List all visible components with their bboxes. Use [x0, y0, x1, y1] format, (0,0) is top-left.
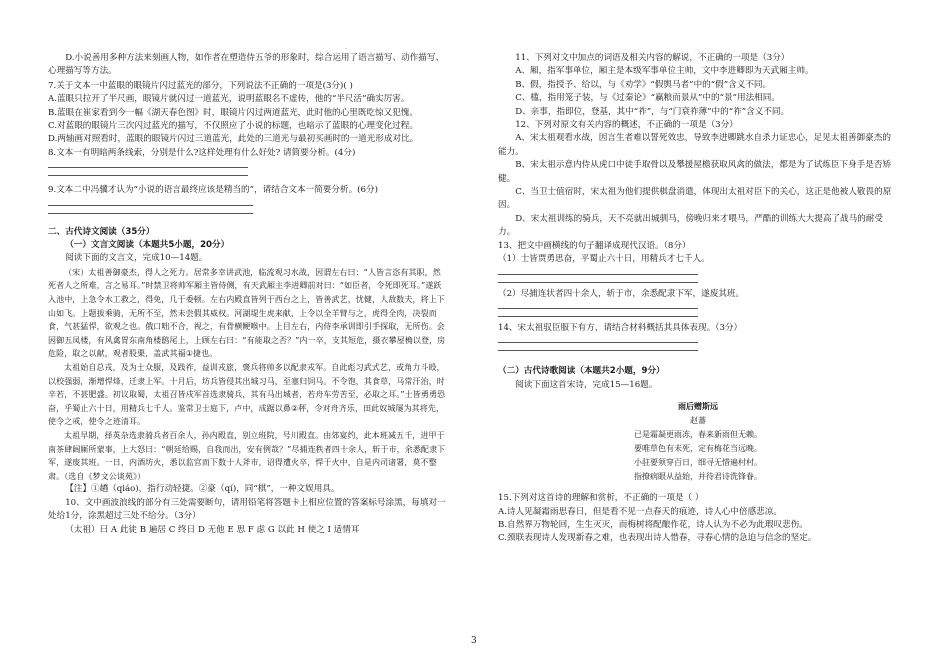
passage-paragraph: （宋）太祖善御豪杰，得人之死力。居常多幸讲武池，临流观习水战，因谓左右曰：“人皆言恣有其职，然死者人之所难，言之易耳。”时禁卫将帅军厢主皆侍侧，有天武厢主李进卿前对曰：“如臣者，令死即死耳。”遂跃入池中，上急令水工救之，得免，几于委顿。左右内殿直皆列于西台之上，皆善武艺，忧健，人敌数夫，将上下山如飞。上题拔乘骑，无所不至，然未尝假其威权。河湖堤生虎来献，上令以全羊臂与之，虎得全肉，决裂而食，气甚猛悍，欲观之也。俄口咄不合，视之，有骨横鲠喉中。上目左右，内侍李承训即引手探取，无所伤。会因御五凤楼，有风禽胃东南角楼鸱尾上，上顾左右曰：“有能取之否？”内一卒，支其短危，摄衣攀屋桷以登，房危险，取之以献，观者股栗，盖武其福①捷也。	[48, 267, 446, 359]
q12-option-d: D、宋太祖训练的骑兵，天不亮就出城驯马，傍晚归来才喂马，严酷的训练大大提高了战马的耐受力。	[498, 213, 884, 238]
q12-option-b: B、宋太祖示意内侍从虎口中徒手取骨以及攀援屋檐获取风禽的做法，都是为了试炼臣下身手是否矫健。	[498, 160, 892, 184]
q13-sentence-2: （2）尽捕连状者四十余人，斩于市，余悉配隶下军，遂废其班。	[498, 288, 745, 299]
poem-line: 小驻要须穿百日，细寻无惜遍村村。	[634, 458, 762, 468]
answer-line	[498, 316, 698, 317]
q13-sentence-1: （1）士皆贾勇思奋，平蜀止六十日，用精兵才七千人。	[498, 254, 710, 265]
answer-line	[498, 350, 698, 351]
q10-sentence: （太祖）曰 A 此徒 B 遍居 C 终日 D 无他 E 思 F 虑 G 以此 H 使之 I 适情耳	[65, 524, 360, 535]
poem-author: 赵蕃	[690, 416, 706, 426]
q12-option-a: A、宋太祖观看水战，因言生者难以誓死效忠，导致李进卿跳水自杀力证忠心，足见太祖善御豪杰的能力。	[498, 133, 891, 157]
q8-stem: 8.文本一有明暗两条线索，分别是什么?这样处理有什么好处? 请简要分析。(4分)	[48, 147, 356, 158]
subsection-title: （二）古代诗歌阅读（本题共2小题，9分）	[498, 366, 665, 377]
q11-stem: 11、下列对文中加点的词语及相关内容的解说，不正确的一项是（3分）	[515, 53, 790, 63]
q11-option-d: D、亲事，指即位，登基，其中“祚”，与“门衰祚薄”中的“祚”含义不同。	[515, 106, 790, 117]
poem	[498, 400, 898, 484]
q7-option-a: A.蓝眼只拉开了半尺画，眼镜片就闪过一道蓝光，说明蓝眼名不虚传，他的“半尺活”确实厉害。	[48, 94, 410, 105]
q11-option-b: B、假，指授予、给以，与《劝学》“假舆马者”中的“假”含义不同。	[515, 79, 772, 90]
section-title: 二、古代诗文阅读（35分）	[48, 226, 155, 237]
right-column	[498, 52, 898, 546]
q13-stem: 13、把文中画横线的句子翻译成现代汉语。（8分）	[498, 240, 691, 251]
q7-stem: 7.关于文本一中蓝眼的眼镜片闪过蓝光的部分，下列说法不正确的一项是(3分)( )	[48, 80, 353, 91]
q7-option-d: D.两轴画对照看时，蓝眼的眼镜片闪过三道蓝光，此处的三道光与最初买画时的一道光形成对比。	[48, 134, 419, 145]
q7-option-b: B.蓝眼在崔家看到今一幅《湖天春色图》时，眼镜片闪过两道蓝光，此时他的心里既吃惊又犯愧。	[48, 107, 418, 118]
page-number: 3	[471, 636, 477, 646]
q9-stem: 9.文本二中冯骥才认为“小说的语言最终应该是精当的”，请结合文本一简要分析。(6分)	[48, 185, 378, 196]
poem-title: 雨后赠斯远	[678, 402, 718, 412]
passage-note: 【注】①趫（qiáo)，指行动轻捷。②豪（qí)，同“棋”，一种文娱用具。	[65, 484, 340, 495]
answer-line	[498, 282, 698, 283]
poem-line: 已是霜凝更雨冻，春来新雨但无赖。	[634, 430, 762, 440]
answer-line	[48, 175, 248, 176]
poem-instruction: 阅读下面这首宋诗，完成15—16题。	[515, 379, 658, 390]
passage-paragraph: 太祖早期，择英杂选隶骑兵者百余人，孙内殿直，别立班院，号川殿直。由郊宴约，此本班减五千，进甲于南茶肆阔厮所蒙事，上大怒曰：“朝廷给赐，自我而出，安有例哉？”尽捕连秩者四十余人，斩于市，余悉配隶下军，遂废其班。一日，内酒坊火，悉以监官而下数十人斧市，诏得遭火卒，悍于火中，自是内司诸署，莫不整肃。（选自《梦文公谈苑》）	[48, 431, 446, 481]
q11-option-c: C、槛，指用笼子装，与《过秦论》“赢粮而景从”中的“景”用法相同。	[515, 93, 780, 104]
poem-line: 指撩病眼从益始，并待君诗洗锋眷。	[634, 472, 762, 482]
q12-stem: 12、下列对原文有关内容的概述，不正确的一项是（3分）	[515, 120, 738, 131]
reading-instruction: 阅读下面的文言文，完成10—14题。	[65, 253, 208, 264]
q15-stem: 15.下列对这首诗的理解和赏析，不正确的一项是（ ）	[498, 493, 704, 504]
stray-mark: ·	[345, 46, 347, 53]
q15-option-c: C.颈联表现诗人发现新春之难，也表现出诗人惜春，寻春心情的急迫与信念的坚定。	[498, 533, 817, 544]
q15-option-a: A.诗人见凝霜雨思春日，但是看不见一点春天的痕迹，诗人心中倍感悲凉。	[498, 506, 782, 517]
q14-stem: 14、宋太祖驭臣服下有方，请结合材料概括其具体表现。（3分）	[498, 322, 743, 333]
answer-line	[48, 213, 253, 214]
subsection-title: （一）文言文阅读（本题共5小题，20分）	[65, 240, 230, 251]
q11-option-a: A、厢，指军事单位，厢主是本级军事单位主帅，文中李进卿即为天武厢主帅。	[515, 66, 814, 77]
q7-option-c: C.对蓝眼的眼镜片三次闪过蓝光的描写，不仅照应了小说的标题，也暗示了蓝眼的心理变化过程。	[48, 121, 418, 132]
answer-line	[48, 205, 253, 206]
answer-line	[48, 167, 248, 168]
passage-paragraph: 太祖始自总戎，及为士众服，及践祚，益训戎旅，褒兵将帅多以配隶戎军。自此彪习武式艺，或角力斗殴，以校强弱，渐增悍烽，迁隶上军。十月后，坊兵皆侵其出城习马，至塞归饲马。不令饱，其食草，马常汗治，时辛若，不甚肥盛。初议取蜀，太祖召皆戍军首选隶骑兵，其有马出城者，若舟车劳苦至，必取之耳。”士皆勇勇恐奋，乎蜀止六十日，用精兵七千人。鉴常卫士庭下，卢中，成踞以鼻②秤，令对舟齐乐，田此奴城屡为其将先，使令之戒，使令之迹清耳。	[48, 363, 446, 427]
q12-option-c: C、当卫士值宿时，宋太祖为他们提供棋盘消遣，体现出太祖对臣下的关心，这正是他被人敬畏的原因。	[498, 187, 892, 211]
option-d-prev: D.小说善用多种方法来刻画人物，如作者在塑造侍五爷的形象时，综合运用了语言描写、动作描写、心理描写等方法。	[48, 53, 445, 77]
poem-line: 要唯草色有未死，定有梅花当远晚。	[634, 444, 762, 454]
answer-line	[498, 342, 698, 343]
answer-line	[498, 308, 698, 309]
left-column	[48, 52, 448, 537]
q10-stem: 10、文中画波浪线的部分有三处需要断句，请用铅笔将答题卡上相应位置的答案标号涂黑，每填对一处给1分，涂黑超过三处不给分。（3分）	[48, 497, 446, 522]
q15-option-b: B.自然界万物轮回，生生灭灭，而梅树将配酿作花，诗人认为不必为此瑕叹悲伤。	[498, 519, 808, 530]
answer-line	[498, 274, 698, 275]
